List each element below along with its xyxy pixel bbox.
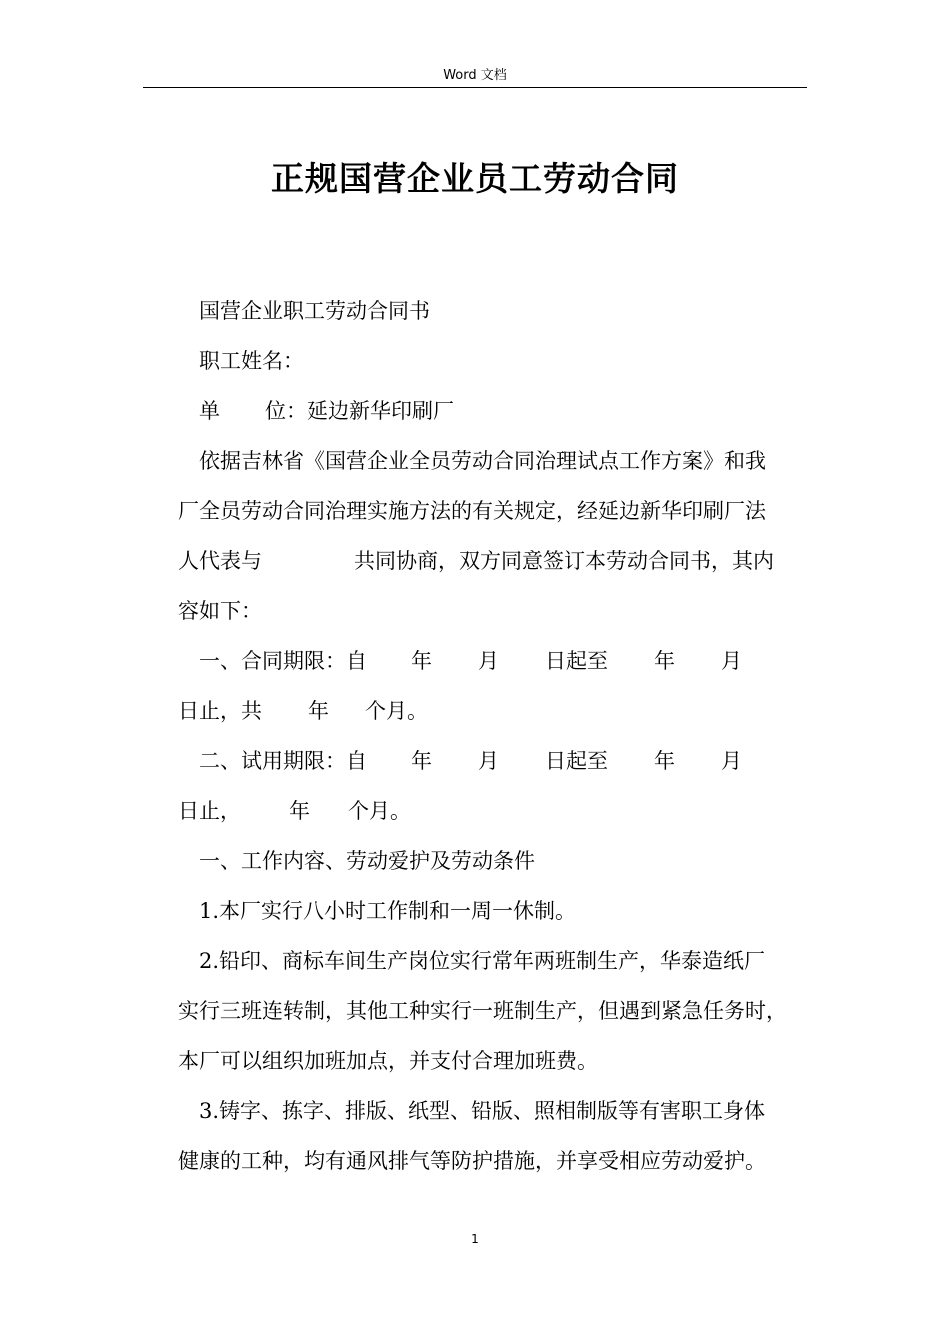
- line-text: 月: [721, 649, 742, 673]
- line-text: 日起至: [545, 649, 608, 673]
- line-text: 年: [308, 699, 329, 723]
- line-text: 依据吉林省《国营企业全员劳动合同治理试点工作方案》和我: [199, 449, 766, 473]
- line-text: 日起至: [545, 749, 608, 773]
- paragraph-line: [178, 886, 818, 936]
- paragraph-line: [178, 836, 818, 886]
- line-text: 一、工作内容、劳动爱护及劳动条件: [199, 849, 535, 873]
- line-text: 厂全员劳动合同治理实施方法的有关规定，经延边新华印刷厂法: [178, 499, 766, 523]
- line-text: 3.铸字、拣字、排版、纸型、铅版、照相制版等有害职工身体: [199, 1099, 766, 1123]
- line-text: 1.本厂实行八小时工作制和一周一休制。: [199, 899, 577, 923]
- line-text: 二、试用期限：自: [199, 749, 367, 773]
- line-text: 年: [411, 749, 432, 773]
- line-text: 人代表与: [178, 549, 262, 573]
- paragraph-line: [178, 636, 818, 686]
- paragraph-line: [178, 286, 818, 336]
- line-text: 个月。: [348, 799, 411, 823]
- header-divider: [143, 87, 807, 88]
- paragraph-line: [178, 586, 818, 636]
- page-header-label: Word 文档: [443, 68, 507, 83]
- line-text: 一、合同期限：自: [199, 649, 367, 673]
- paragraph-line: [178, 336, 818, 386]
- paragraph-line: [178, 686, 818, 736]
- line-text: 容如下：: [178, 599, 262, 623]
- paragraph-line: [178, 386, 818, 436]
- paragraph-line: [178, 436, 818, 486]
- paragraph-line: [178, 786, 818, 836]
- line-text: 年: [654, 649, 675, 673]
- paragraph-line: [178, 936, 818, 986]
- paragraph-line: [178, 536, 818, 586]
- line-text: 年: [289, 799, 310, 823]
- line-text: 共同协商，双方同意签订本劳动合同书，其内: [354, 549, 774, 573]
- line-text: 位：延边新华印刷厂: [265, 399, 454, 423]
- line-text: 月: [721, 749, 742, 773]
- paragraph-line: [178, 736, 818, 786]
- line-text: 2.铅印、商标车间生产岗位实行常年两班制生产，华泰造纸厂: [199, 949, 766, 973]
- line-text: 日止，: [178, 799, 241, 823]
- line-text: 日止，共: [178, 699, 262, 723]
- line-text: 月: [478, 749, 499, 773]
- line-text: 职工姓名：: [199, 349, 304, 373]
- page-number: 1: [471, 1232, 479, 1246]
- line-text: 健康的工种，均有通风排气等防护措施，并享受相应劳动爱护。: [178, 1149, 766, 1173]
- document-title: 正规国营企业员工劳动合同: [271, 159, 679, 198]
- line-text: 月: [478, 649, 499, 673]
- paragraph-line: [178, 1136, 818, 1186]
- line-text: 实行三班连转制，其他工种实行一班制生产，但遇到紧急任务时，: [178, 999, 787, 1023]
- line-text: 单: [199, 399, 220, 423]
- paragraph-line: [178, 1086, 818, 1136]
- line-text: 本厂可以组织加班加点，并支付合理加班费。: [178, 1049, 598, 1073]
- document-body: [178, 286, 818, 1186]
- line-text: 个月。: [365, 699, 428, 723]
- paragraph-line: [178, 986, 818, 1036]
- line-text: 年: [654, 749, 675, 773]
- line-text: 年: [411, 649, 432, 673]
- paragraph-line: [178, 1036, 818, 1086]
- line-text: 国营企业职工劳动合同书: [199, 299, 430, 323]
- paragraph-line: [178, 486, 818, 536]
